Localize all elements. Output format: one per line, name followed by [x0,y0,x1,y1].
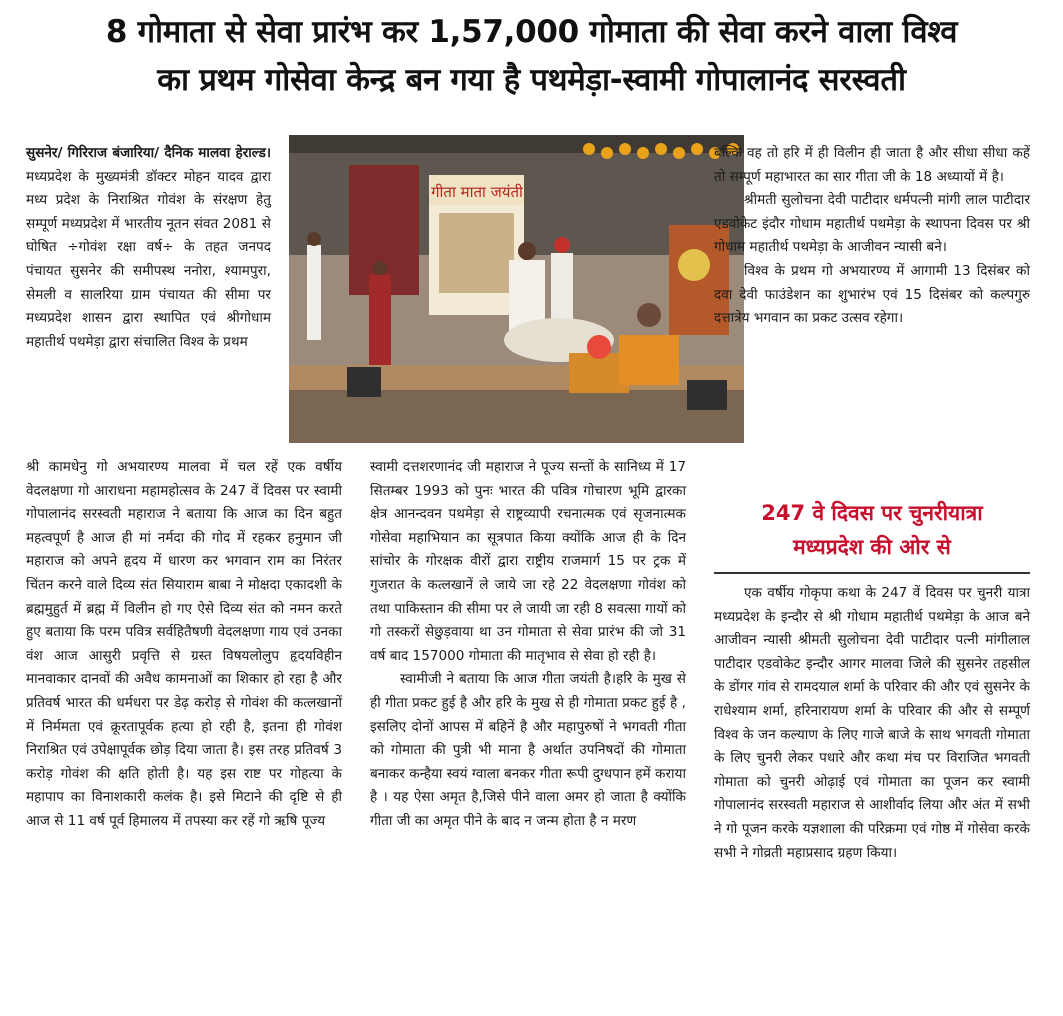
banner-text: गीता माता जयंती [431,183,523,201]
column-3-paragraph-2: श्रीमती सुलोचना देवी पाटीदार धर्मपत्नी मांगी लाल पाटीदार एडवोकेट इंदौर गोधाम महातीर्थ पथमेड़ा के स्थापना दिवस पर श्री गोधाम महातीर्थ पथमेड़ा के आजीवन न्यासी बने। [714,192,1030,256]
column-1-bottom [26,456,342,834]
column-3-bottom [714,582,1030,865]
headline-line-1: 8 गोमाता से सेवा प्रारंभ कर 1,57,000 गोमाता की सेवा करने वाला विश्व [105,14,958,50]
subheading-line-1: 247 वे दिवस पर चुनरीयात्रा [761,501,983,525]
stage-scene-image [289,135,744,443]
headline-line-2: का प्रथम गोसेवा केन्द्र बन गया है पथमेड़ा-स्वामी गोपालानंद सरस्वती [157,62,906,98]
column-3-paragraph-3: विश्व के प्रथम गो अभयारण्य में आगामी 13 दिसंबर को दवा देवी फाउंडेशन का शुभारंभ एवं 15 दिसंबर को कल्पगुरु दत्तात्रेय भगवान का प्रकट उत्सव रहेगा। [714,262,1030,327]
column-2-paragraph-2: स्वामीजी ने बताया कि आज गीता जयंती है।हरि के मुख से ही गीता प्रकट हुई है और हरि के मुख से ही गोमाता प्रकट हुई है , इसलिए दोनों आपस में बहिनें है और महापुरुषों ने भगवती गीता को गोमाता की पुत्री भी माना है अर्थात उपनिषदों की गोमाता बनाकर कन्हैया स्वयं ग्वाला बनकर गीता रूपी दुग्धपान हमें कराया है । यह ऐसा अमृत है,जिसे पीने वाला अमर हो जाता है क्योंकि गीता जी का अमृत पीने के बाद न जन्म होता है न मरण [370,671,686,829]
subheading [714,496,1030,564]
column-2 [370,456,686,834]
column-3-paragraph-4: एक वर्षीय गोकृपा कथा के 247 वें दिवस पर चुनरी यात्रा मध्यप्रदेश के इन्दौर से श्री गोधाम महातीर्थ पथमेड़ा के आज बने आजीवन न्यासी श्रीमती सुलोचना देवी पाटीदार पत्नी मांगीलाल पाटीदार एडवोकेट इन्दौर आगर मालवा जिले की सुसनेर तहसील के डोंगर गांव से रामदयाल शर्मा के परिवार की और एवं सुसनेर के राधेश्याम शर्मा, हरिनारायण शर्मा के परिवार की और से सम्पूर्ण विश्व के जन कल्याण के लिए गाजे बाजे के साथ भगवती गोमाता के लिए चुनरी लेकर पधारे और कथा मंच पर विराजित भगवती गोमाता को चुनरी ओढ़ाई एवं गोमाता का पूजन कर स्वामी गोपालानंद सरस्वती महाराज से आशीर्वाद लिया और अंत में सभी ने गो पूजन करके यज्ञशाला की परिक्रमा एवं गोष्ठ में गोसेवा करके सभी ने गोव्रती महाप्रसाद ग्रहण किया। [714,585,1030,861]
headline [0,8,1063,104]
column-3-top [714,142,1030,331]
subheading-line-2: मध्यप्रदेश की ओर से [793,535,951,559]
column-1-text-top: मध्यप्रदेश के मुख्यमंत्री डॉक्टर मोहन यादव द्वारा मध्य प्रदेश के निराश्रित गोवंश के संरक्षण हेतु सम्पूर्ण मध्यप्रदेश में भारतीय नूतन संवत 2081 से घोषित ÷गोवंश रक्षा वर्ष÷ के तहत जनपद पंचायत सुसनेर की समीपस्थ ननोरा, श्यामपुरा, सेमली व सालरिया ग्राम पंचायत की सीमा पर मध्यप्रदेश शासन द्वारा स्थापित एवं श्रीगोधाम महातीर्थ पथमेड़ा द्वारा संचालित विश्व के प्रथम [26,168,271,350]
event-photo [289,135,744,443]
column-3-paragraph-1: बल्कि वह तो हरि में ही विलीन ही जाता है और सीधा सीधा कहें तो सम्पूर्ण महाभारत का सार गीता जी के 18 अध्यायों में है। [714,145,1030,185]
divider-rule [714,572,1030,574]
column-1-text-bottom: श्री कामधेनु गो अभयारण्य मालवा में चल रहें एक वर्षीय वेदलक्षणा गो आराधना महामहोत्सव के 247 वें दिवस पर स्वामी गोपालानंद सरस्वती महाराज ने बताया कि आज का दिन बहुत महत्वपूर्ण है आज ही मां नर्मदा की गोद में रहकर हनुमान जी महाराज को अपने हृदय में धारण कर भगवान राम का निरंतर चिंतन करने वाले दिव्य संत सियाराम बाबा ने मोक्षदा एकादशी के ब्रह्ममुहुर्त में ब्रह्म में विलीन हो गए ऐसे दिव्य संत को नमन करते हुए बताया कि परम पवित्र सर्वहितैषणी वेदलक्षणा गाय एवं उनका वंश आज आसुरी प्रवृत्ति से ग्रस्त विषयलोलुप हृदयविहीन मानवाकार दानवों की अवैध कामनाओं का शिकार हो रहा है और प्रतिवर्ष भारत की धर्मधरा पर डेढ़ करोड़ से गोवंश की कत्लखानों में निर्ममता एवं क्रूरतापूर्वक हत्या हो रही है, इतना ही गोवंश निराश्रित एवं उपेक्षापूर्वक छोड़ दिया जाता है। इस तरह प्रतिवर्ष 3 करोड़ गोवंश की क्षति होती है। यह इस राष्ट पर गोहत्या के महापाप का विनाशकारी कलंक है। इसे मिटाने की दृष्टि से ही आज से 11 वर्ष पूर्व हिमालय में तपस्या कर रहें गो ऋषि पूज्य [26,459,342,829]
byline: सुसनेर/ गिरिराज बंजारिया/ दैनिक मालवा हेराल्ड। [26,145,271,161]
column-1-paragraph-top [26,142,271,354]
column-2-paragraph-1: स्वामी दत्तशरणानंद जी महाराज ने पूज्य सन्तों के सानिध्य में 17 सितम्बर 1993 को पुनः भारत की पवित्र गोचारण भूमि द्वारका क्षेत्र आनन्दवन पथमेड़ा से राष्ट्रव्यापी रचनात्मक एवं सृजनात्मक गोसेवा महाभियान का सूत्रपात किया क्योंकि आज ही के दिन सांचोर के गोरक्षक वीरों द्वारा राष्ट्रीय राजमार्ग 15 पर ट्रक में गुजरात के कत्लखानें ले जाये जा रहे 22 वेदलक्षणा गोवंश को तथा पाकिस्तान की सीमा पर ले जायी जा रही 8 सवत्सा गायों को गो तस्करों सेछुड़वाया था उन गोमाता से सेवा प्रारंभ की जो 31 वर्ष बाद 157000 गोमाता की मातृभाव से सेवा हो रही है। [370,459,686,664]
column-1-top [26,142,271,354]
